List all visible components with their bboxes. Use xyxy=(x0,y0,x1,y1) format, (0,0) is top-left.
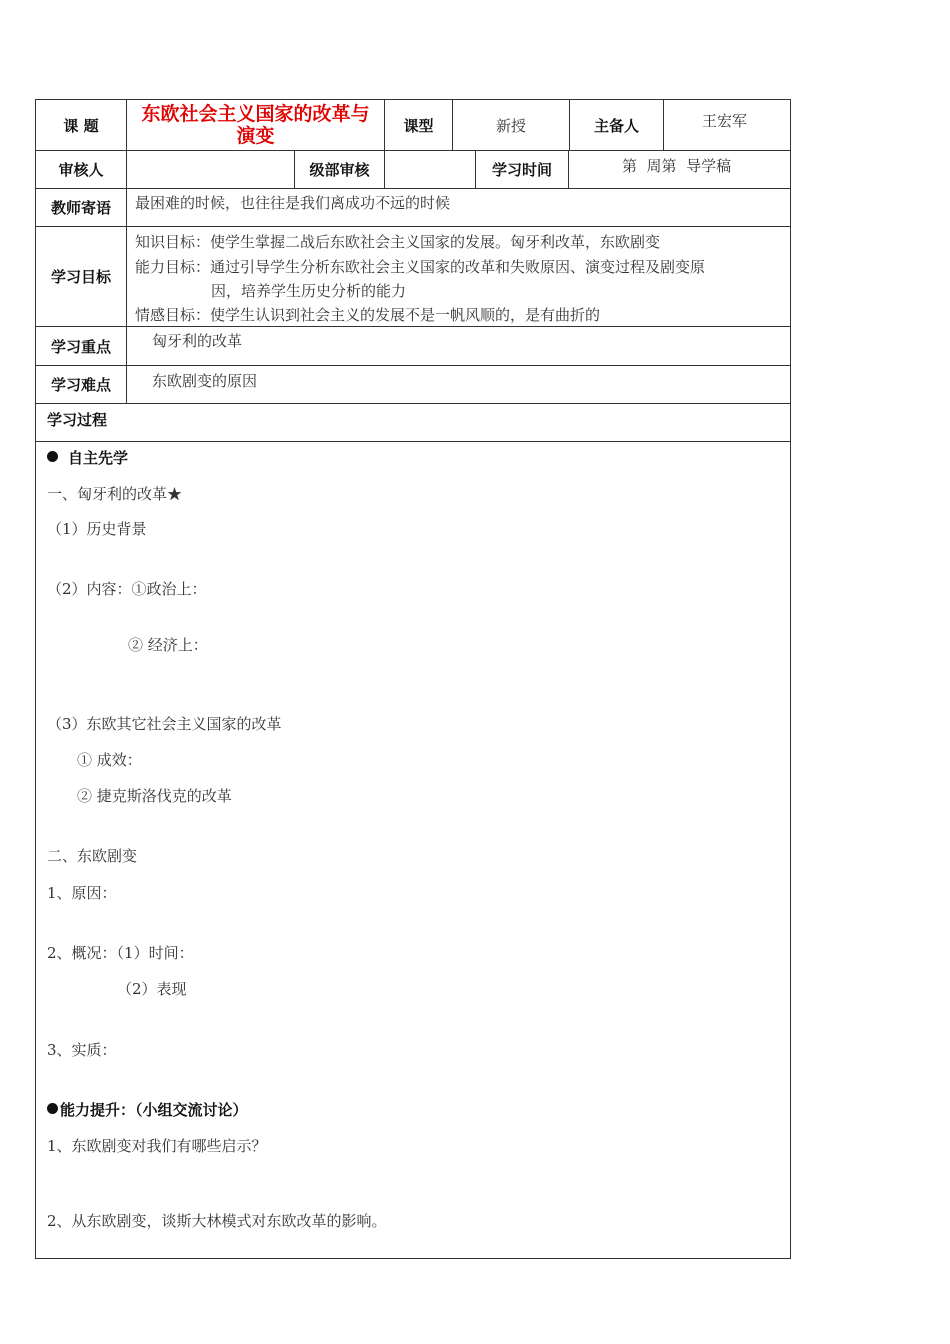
topic-title: 东欧社会主义国家的改革与演变 xyxy=(141,103,370,147)
objectives-label xyxy=(36,227,127,326)
objective-emotion: 情感目标：使学生认识到社会主义的发展不是一帆风顺的，是有曲折的 xyxy=(135,306,601,324)
objectives-value xyxy=(127,227,790,326)
time-value-text: 第 周第 导学稿 xyxy=(622,157,732,175)
lesson-plan-table xyxy=(35,99,791,1259)
type-value xyxy=(453,100,570,150)
dept-review-label-text: 级部审核 xyxy=(309,161,370,179)
difficulty-value xyxy=(127,366,790,403)
s1-item-czech-reform: ② 捷克斯洛伐克的改革 xyxy=(77,787,232,805)
s2-item-overview-time: 2、概况：（1）时间： xyxy=(47,944,194,962)
s2-item-causes: 1、原因： xyxy=(47,884,117,902)
key-point-label-text: 学习重点 xyxy=(50,337,111,356)
type-label xyxy=(385,100,453,150)
topic-label xyxy=(36,100,127,150)
s1-item-background: （1）历史背景 xyxy=(47,520,147,538)
type-label-text: 课型 xyxy=(403,116,434,135)
teacher-message-text: 最困难的时候，也往往是我们离成功不远的时候 xyxy=(135,194,451,212)
row-key-point xyxy=(36,327,790,366)
topic-label-text: 课 题 xyxy=(63,116,99,135)
key-point-text: 匈牙利的改革 xyxy=(152,332,243,350)
key-point-label xyxy=(36,327,127,365)
key-point-value xyxy=(127,327,790,365)
preparer-label xyxy=(570,100,664,150)
objectives-label-text: 学习目标 xyxy=(50,268,111,286)
type-value-text: 新授 xyxy=(495,116,526,135)
row-difficulty xyxy=(36,366,790,404)
preparer-value xyxy=(664,100,790,150)
process-label: 学习过程 xyxy=(47,411,108,429)
s1-item-results: ① 成效： xyxy=(77,751,142,769)
row-topic xyxy=(36,100,790,151)
preparer-value-text: 王宏军 xyxy=(702,112,748,130)
reviewer-label-text: 审核人 xyxy=(58,161,104,179)
section-2-title: 二、东欧剧变 xyxy=(47,847,138,865)
difficulty-label-text: 学习难点 xyxy=(50,376,111,394)
time-label-text: 学习时间 xyxy=(491,161,552,179)
row-process-header xyxy=(36,404,790,442)
reviewer-value xyxy=(127,151,295,188)
s1-item-content-economy: ② 经济上： xyxy=(128,636,208,654)
process-body xyxy=(36,442,790,1258)
teacher-message-label-text: 教师寄语 xyxy=(50,199,111,217)
dept-review-label xyxy=(295,151,385,188)
bullet-dot-icon xyxy=(47,451,58,462)
self-study-heading xyxy=(47,447,128,468)
bullet-dot-icon xyxy=(47,1103,58,1114)
reviewer-label xyxy=(36,151,127,188)
preparer-label-text: 主备人 xyxy=(593,116,639,135)
self-study-text: 自主先学 xyxy=(68,449,129,467)
s1-item-other-reforms: （3）东欧其它社会主义国家的改革 xyxy=(47,715,282,733)
objective-knowledge: 知识目标：使学生掌握二战后东欧社会主义国家的发展。匈牙利改革，东欧剧变 xyxy=(135,233,661,251)
row-objectives xyxy=(36,227,790,327)
section-1-title: 一、匈牙利的改革★ xyxy=(47,485,183,503)
s2-item-essence: 3、实质： xyxy=(47,1041,117,1059)
objective-ability-cont: 因，培养学生历史分析的能力 xyxy=(211,282,407,300)
teacher-message-value xyxy=(127,189,790,226)
difficulty-text: 东欧剧变的原因 xyxy=(152,372,258,390)
discussion-question-1: 1、东欧剧变对我们有哪些启示？ xyxy=(47,1137,267,1155)
row-reviewer xyxy=(36,151,790,189)
row-teacher-message xyxy=(36,189,790,227)
dept-review-value xyxy=(385,151,476,188)
s1-item-content-politics: （2）内容：①政治上： xyxy=(47,580,207,598)
time-value xyxy=(569,151,790,188)
ability-up-heading xyxy=(47,1099,248,1120)
topic-title-cell xyxy=(127,100,385,150)
objective-ability: 能力目标：通过引导学生分析东欧社会主义国家的改革和失败原因、演变过程及剧变原 xyxy=(135,258,706,276)
discussion-question-2: 2、从东欧剧变，谈斯大林模式对东欧改革的影响。 xyxy=(47,1212,387,1230)
difficulty-label xyxy=(36,366,127,403)
ability-up-text: 能力提升：（小组交流讨论） xyxy=(60,1101,248,1119)
teacher-message-label xyxy=(36,189,127,226)
time-label xyxy=(476,151,569,188)
s2-item-overview-manifest: （2）表现 xyxy=(117,980,187,998)
